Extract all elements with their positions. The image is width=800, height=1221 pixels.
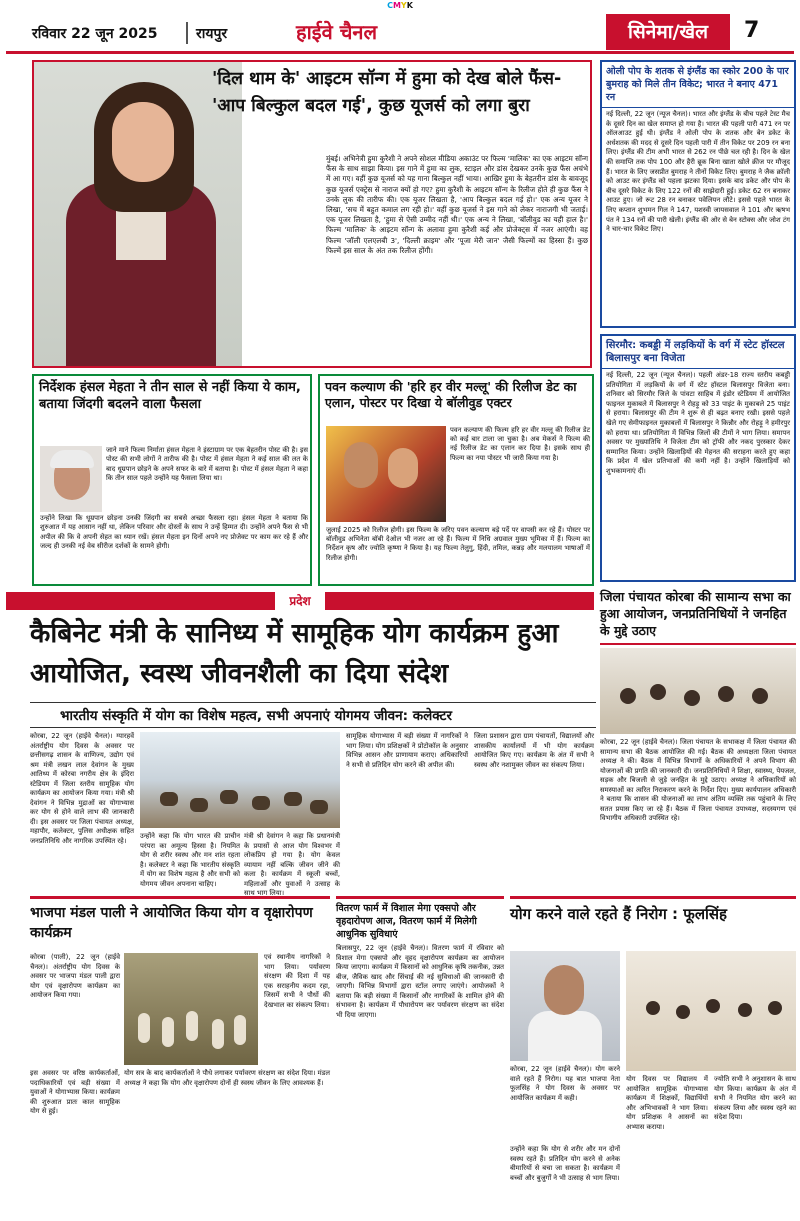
newspaper-brand — [296, 18, 377, 45]
yoga-event-photo — [140, 732, 340, 828]
yoga-column-3: मंत्री श्री देवांगन ने कहा कि प्रधानमंत्री के प्रयासों से आज योग विश्वभर में लोकप्रिय हो गया है। योग केवल व्यायाम नहीं बल्कि जीवन जीने की कला है। कार्यक्रम में स्कूली बच्चों, महिलाओं और युवाओं ने उत्साह के साथ भाग लिया। — [244, 832, 340, 897]
hansal-photo — [40, 446, 102, 512]
huma-body: मुंबई। अभिनेत्री हुमा कुरैशी ने अपने सोशल मीडिया अकाउंट पर फिल्म 'मालिक' का एक आइटम सॉन्ग फैंस के साथ साझा किया। इस गाने में हुमा का लुक, स्टाइल और डांस देखकर उनके कुछ फैंस अचंभे में आ गए। वहीं कुछ यूजर्स को यह गाना बिल्कुल नहीं भाया। आखिर हुमा के बेहतरीन डांस के बावजूद कुछ यूजर्स एक्ट्रेस से नाराज क्यों हो गए? हुमा कुरैशी के आइटम सॉन्ग के रिलीज होते ही कुछ फैंस ने उनके लुक की तारीफ की। एक यूजर लिखता है, 'आप बिल्कुल बदल गई हो।' एक अन्य यूजर ने लिखा, 'सच में बहुत कमाल लग रही हो।' वहीं कुछ यूजर्स ने इस गाने को लेकर नाराजगी भी जताई। एक यूजर लिखता है, 'हुमा से ऐसी उम्मीद नहीं थी।' एक अन्य ने लिखा, 'बॉलीवुड का यही हाल है।' फिल्म 'मालिक' के आइटम सॉन्ग के अलावा हुमा कुरैशी कई और प्रोजेक्ट्स में नजर आएंगी। वह फिल्म 'जॉली एलएलबी 3', 'दिल्ली क्राइम' और 'पूजा मेरी जान' जैसी फिल्मों का हिस्सा हैं। कुछ फिल्में इस साल के अंत तक रिलीज होंगी। — [326, 154, 588, 255]
pawan-poster — [326, 426, 446, 522]
huma-article — [32, 60, 592, 368]
yoga-headline: कैबिनेट मंत्री के सानिध्य में सामूहिक योग कार्यक्रम हुआ आयोजित, स्वस्थ जीवनशैली का दिया संदेश — [30, 618, 559, 689]
cmyk-k: K — [406, 1, 413, 10]
nirog-body-2: उन्होंने कहा कि योग से शरीर और मन दोनों स्वस्थ रहते हैं। प्रतिदिन योग करने से अनेक बीमारियों से बचा जा सकता है। कार्यक्रम में बच्चों और बुजुर्गों ने भी उत्साह से भाग लिया। — [510, 1145, 620, 1182]
fulsingh-photo — [510, 951, 620, 1061]
panchayat-photo — [600, 648, 796, 734]
bhajpa-headline: भाजपा मंडल पाली ने आयोजित किया योग व वृक्षारोपण कार्यक्रम — [30, 905, 313, 941]
yoga-column-2: उन्होंने कहा कि योग भारत की प्राचीन परंपरा का अमूल्य हिस्सा है। नियमित योग से शरीर स्वस्थ और मन शांत रहता है। कलेक्टर ने कहा कि भारतीय संस्कृति में योग का विशेष महत्व है और सभी को योगमय जीवन अपनाना चाहिए। — [140, 832, 240, 888]
bilaspur-body: बिलासपुर, 22 जून (हाईवे चैनल)। वितरण फार्म में रविवार को विशाल मेगा एक्सपो और वृहद वृक्षारोपण कार्यक्रम का आयोजन किया जाएगा। कार्यक्रम में किसानों को आधुनिक कृषि तकनीक, उन्नत बीज, जैविक खाद और सिंचाई की नई सुविधाओं की जानकारी दी जाएगी। विभिन्न विभागों द्वारा स्टॉल लगाए जाएंगे। आयोजकों ने बताया कि बड़ी संख्या में किसानों और नागरिकों के शामिल होने की संभावना है। कार्यक्रम में पौधारोपण कर पर्यावरण संरक्षण का संदेश भी दिया जाएगा। — [336, 944, 504, 1019]
cricket-body: नई दिल्ली, 22 जून (न्यूज चैनल)। भारत और इंग्लैंड के बीच पहले टेस्ट मैच के दूसरे दिन का खेल समाप्त हो गया है। भारत की पहली पारी 471 रन पर ऑलआउट हुई थी। इंग्लैंड ने ओली पोप के शतक और बेन डकेट के अर्धशतक की मदद से दूसरे दिन पहली पारी में तीन विकेट पर 209 रन बना लिए। इंग्लैंड की टीम अभी भारत से 262 रन पीछे चल रही है। दिन के खेल की समाप्ति तक पोप 100 और हैरी ब्रूक बिना खाता खोले क्रीज पर मौजूद हैं। भारत के लिए जसप्रीत बुमराह ने तीनों विकेट लिए। बुमराह ने जैक क्रॉली को आउट कर इंग्लैंड को पहला झटका दिया। इसके बाद डकेट और पोप के बीच दूसरे विकेट के लिए 122 रनों की साझेदारी हुई। डकेट 62 रन बनाकर आउट हुए। जो रूट 28 रन बनाकर पवेलियन लौटे। इससे पहले भारत के लिए कप्तान शुभमन गिल ने 147, यशस्वी जायसवाल ने 101 और ऋषभ पंत ने 134 रनों की पारी खेली। इंग्लैंड की ओर से बेन स्टोक्स और जोश टंग ने चार-चार विकेट लिए। — [606, 110, 790, 234]
bhajpa-photo — [124, 953, 258, 1065]
kabaddi-body: नई दिल्ली, 22 जून (न्यूज चैनल)। पहली अंडर-18 राज्य स्तरीय कबड्डी प्रतियोगिता में लड़कियों के वर्ग में स्टेट हॉस्टल बिलासपुर विजेता बना। शनिवार को सिरमौर जिले के पांवटा साहिब में इंडोर स्टेडियम में आयोजित फाइनल मुकाबले में बिलासपुर ने रोहड़ू को 33 पाइंट के मुकाबले 25 पाइंट से हराया। बिलासपुर की टीम ने शुरू से ही बढ़त बनाए रखी। इससे पहले खेले गए सेमीफाइनल मुकाबलों में बिलासपुर ने किन्नौर और रोहड़ू ने हमीरपुर को हराया था। प्रतियोगिता में विभिन्न जिलों की टीमों ने भाग लिया। समापन अवसर पर मुख्यातिथि ने विजेता टीम को ट्रॉफी और नकद पुरस्कार देकर सम्मानित किया। उन्होंने खिलाड़ियों की मेहनत की सराहना करते हुए कहा कि प्रदेश में खेल प्रतिभाओं की कमी नहीं है। उन्होंने खिलाड़ियों को शुभकामनाएं दीं। — [606, 371, 790, 475]
brand-name: हाईवे चैनल — [296, 20, 378, 44]
huma-photo — [34, 62, 242, 366]
nirog-event-photo — [626, 951, 796, 1071]
hansal-body: जाने माने फिल्म निर्माता हंसल मेहता ने इंस्टाग्राम पर एक बेहतरीन पोस्ट की है। इस पोस्ट की सभी लोगों ने तारीफ की है। पोस्ट में हंसल मेहता ने कई साल की लत के बाद धूम्रपान छोड़ने के अपने सफर के बारे में बताया है। पोस्ट में हंसल मेहता ने कहा कि तीन साल पहले उन्होंने यह फैसला लिया था। — [106, 446, 308, 483]
section-band-label: प्रदेश — [275, 592, 324, 610]
panchayat-headline: जिला पंचायत कोरबा की सामान्य सभा का हुआ आयोजन, जनप्रतिनिधियों ने जनहित के मुद्दे उठाए — [600, 588, 796, 645]
yoga-column-5: जिला प्रशासन द्वारा ग्राम पंचायतों, विद्यालयों और शासकीय कार्यालयों में भी योग कार्यक्रम आयोजित किए गए। कार्यक्रम के अंत में सभी ने स्वस्थ और नशामुक्त जीवन का संकल्प लिया। — [474, 732, 594, 769]
pawan-body-continued: जुलाई 2025 को रिलीज होगी। इस फिल्म के जरिए पवन कल्याण बड़े पर्दे पर वापसी कर रहे हैं। पोस्टर पर बॉलीवुड अभिनेता बॉबी देओल भी नजर आ रहे हैं। फिल्म में निधि अग्रवाल मुख्य भूमिका में हैं। फिल्म का निर्देशन कृष और ज्योति कृष्णा ने किया है। यह फिल्म तेलुगु, हिंदी, तमिल, कन्नड़ और मलयालम भाषाओं में रिलीज होगी। — [326, 526, 590, 562]
bhajpa-body-4: एवं स्थानीय नागरिकों ने भाग लिया। पर्यावरण संरक्षण की दिशा में यह एक सराहनीय कदम रहा, जिसमें सभी ने पौधों की देखभाल का संकल्प लिया। — [264, 953, 330, 1009]
cmyk-c: C — [387, 1, 393, 10]
hansal-headline: निर्देशक हंसल मेहता ने तीन साल से नहीं किया ये काम, बताया जिंदगी बदलने वाला फैसला — [39, 380, 301, 412]
pawan-article — [318, 374, 594, 586]
masthead — [6, 14, 794, 54]
kabaddi-headline: सिरमौर: कबड्डी में लड़कियों के वर्ग में स्टेट हॉस्टल बिलासपुर बना विजेता — [602, 336, 794, 369]
kabaddi-article — [600, 334, 796, 582]
issue-date: रविवार 22 जून 2025 — [32, 26, 158, 42]
bhajpa-body-2: इस अवसर पर वरिष्ठ कार्यकर्ताओं, पदाधिकारियों एवं बड़ी संख्या में युवाओं ने योगाभ्यास किया। कार्यक्रम की शुरुआत प्रातः काल सामूहिक योग से हुई। — [30, 1069, 120, 1115]
cricket-headline: ओली पोप के शतक से इंग्लैंड का स्कोर 200 के पार बुमराह को मिले तीन विकेट; भारत ने बनाए 471 रन — [602, 62, 794, 108]
section-label: सिनेमा/खेल — [606, 14, 730, 50]
bhajpa-body-1: कोरबा (पाली), 22 जून (हाईवे चैनल)। अंतर्राष्ट्रीय योग दिवस के अवसर पर भाजपा मंडल पाली द्वारा योग एवं वृक्षारोपण कार्यक्रम का आयोजन किया गया। — [30, 953, 120, 999]
nirog-body-1: कोरबा, 22 जून (हाईवे चैनल)। योग करने वाले रहते हैं निरोग। यह बात भाजपा नेता फूलसिंह ने योग दिवस के अवसर पर आयोजित कार्यक्रम में कही। — [510, 1065, 620, 1102]
nirog-body-3: योग दिवस पर विद्यालय में आयोजित सामूहिक योगाभ्यास कार्यक्रम में शिक्षकों, विद्यार्थियों और अभिभावकों ने भाग लिया। योग प्रशिक्षक ने आसनों का अभ्यास कराया। — [626, 1075, 708, 1131]
yoga-column-1: कोरबा, 22 जून (हाईवे चैनल)। ग्यारहवें अंतर्राष्ट्रीय योग दिवस के अवसर पर छत्तीसगढ़ शासन के वाणिज्य, उद्योग एवं श्रम मंत्री लखन लाल देवांगन के मुख्य आतिथ्य में कोरबा नगरीय क्षेत्र के इंदिरा स्टेडियम में जिला स्तरीय सामूहिक योग कार्यक्रम का आयोजन किया गया। मंत्री श्री देवांगन ने विभिन्न मुद्राओं का योगाभ्यास कर योग से होने वाले लाभ की जानकारी दी। इस अवसर पर जिला पंचायत अध्यक्ष, महापौर, कलेक्टर, पुलिस अधीक्षक सहित जनप्रतिनिधि और नागरिक उपस्थित रहे। — [30, 732, 134, 845]
masthead-divider — [186, 22, 188, 44]
pawan-headline: पवन कल्याण की 'हरि हर वीर मल्लू' की रिलीज डेट का एलान, पोस्टर पर दिखा ये बॉलीवुड एक्टर — [325, 379, 577, 410]
section-band — [6, 592, 594, 610]
cmyk-m: M — [392, 1, 401, 10]
pawan-body: पवन कल्याण की फिल्म हरि हर वीर मल्लू की रिलीज डेट को कई बार टाला जा चुका है। अब मेकर्स ने फिल्म की नई रिलीज डेट का एलान कर दिया है। इसके साथ ही फिल्म का नया पोस्टर भी जारी किया गया है। — [450, 426, 590, 462]
hansal-body-continued: उन्होंने लिखा कि धूम्रपान छोड़ना उनकी जिंदगी का सबसे अच्छा फैसला रहा। हंसल मेहता ने बताया कि शुरुआत में यह आसान नहीं था, लेकिन परिवार और दोस्तों के साथ ने उन्हें हिम्मत दी। उन्होंने अपने फैंस से भी अपील की कि वे अपनी सेहत का ध्यान रखें। हंसल मेहता इन दिनों अपने नए प्रोजेक्ट पर काम कर रहे हैं और जल्द ही उनकी नई वेब सीरीज दर्शकों के सामने होगी। — [40, 514, 308, 551]
bhajpa-article — [30, 896, 330, 1212]
cmyk-registration — [0, 0, 800, 12]
edition-city: रायपुर — [196, 26, 228, 42]
page-number: 7 — [744, 18, 760, 43]
hansal-article — [32, 374, 312, 586]
panchayat-body: कोरबा, 22 जून (हाईवे चैनल)। जिला पंचायत के सभाकक्ष में जिला पंचायत की सामान्य सभा की बैठक आयोजित की गई। बैठक की अध्यक्षता जिला पंचायत अध्यक्ष ने की। बैठक में विभिन्न विभागों के अधिकारियों ने अपने विभाग की योजनाओं की प्रगति की जानकारी दी। जनप्रतिनिधियों ने शिक्षा, स्वास्थ्य, पेयजल, सड़क और बिजली से जुड़े जनहित के मुद्दे उठाए। अध्यक्ष ने अधिकारियों को समस्याओं का त्वरित निराकरण करने के निर्देश दिए। मुख्य कार्यपालन अधिकारी ने बताया कि शासन की योजनाओं का लाभ अंतिम व्यक्ति तक पहुंचाने के लिए सतत प्रयास किए जा रहे हैं। बैठक में जिला पंचायत उपाध्यक्ष, सदस्यगण एवं विभागीय अधिकारी उपस्थित रहे। — [600, 738, 796, 822]
bilaspur-article — [336, 896, 504, 1212]
cricket-article — [600, 60, 796, 328]
cmyk-y: Y — [400, 1, 407, 10]
bilaspur-headline: वितरण फार्म में विशाल मेगा एक्सपो और वृहदारोपण आज, वितरण फार्म में मिलेगी आधुनिक सुविधाएं — [336, 903, 477, 940]
yoga-subhead: भारतीय संस्कृति में योग का विशेष महत्व, सभी अपनाएं योगमय जीवन: कलेक्टर — [30, 702, 596, 728]
nirog-headline: योग करने वाले रहते हैं निरोग : फूलसिंह — [510, 905, 727, 923]
yoga-column-4: सामूहिक योगाभ्यास में बड़ी संख्या में नागरिकों ने भाग लिया। योग प्रशिक्षकों ने प्रोटोकॉल के अनुसार विभिन्न आसन और प्राणायाम कराए। अधिकारियों ने सभी से प्रतिदिन योग करने की अपील की। — [346, 732, 468, 769]
bhajpa-body-3: योग सत्र के बाद कार्यकर्ताओं ने पौधे लगाकर पर्यावरण संरक्षण का संदेश दिया। मंडल अध्यक्ष ने कहा कि योग और वृक्षारोपण दोनों ही स्वस्थ जीवन के लिए आवश्यक हैं। — [124, 1069, 330, 1087]
huma-headline: 'दिल थाम के' आइटम सॉन्ग में हुमा को देख बोले फैंस- 'आप बिल्कुल बदल गई', कुछ यूजर्स को लगा बुरा — [212, 69, 562, 116]
nirog-article — [510, 896, 796, 1212]
nirog-body-4: ज्योति सभी ने अनुशासन के साथ योग किया। कार्यक्रम के अंत में सभी ने नियमित योग करने का संकल्प लिया और स्वस्थ रहने का संदेश दिया। — [714, 1075, 796, 1121]
